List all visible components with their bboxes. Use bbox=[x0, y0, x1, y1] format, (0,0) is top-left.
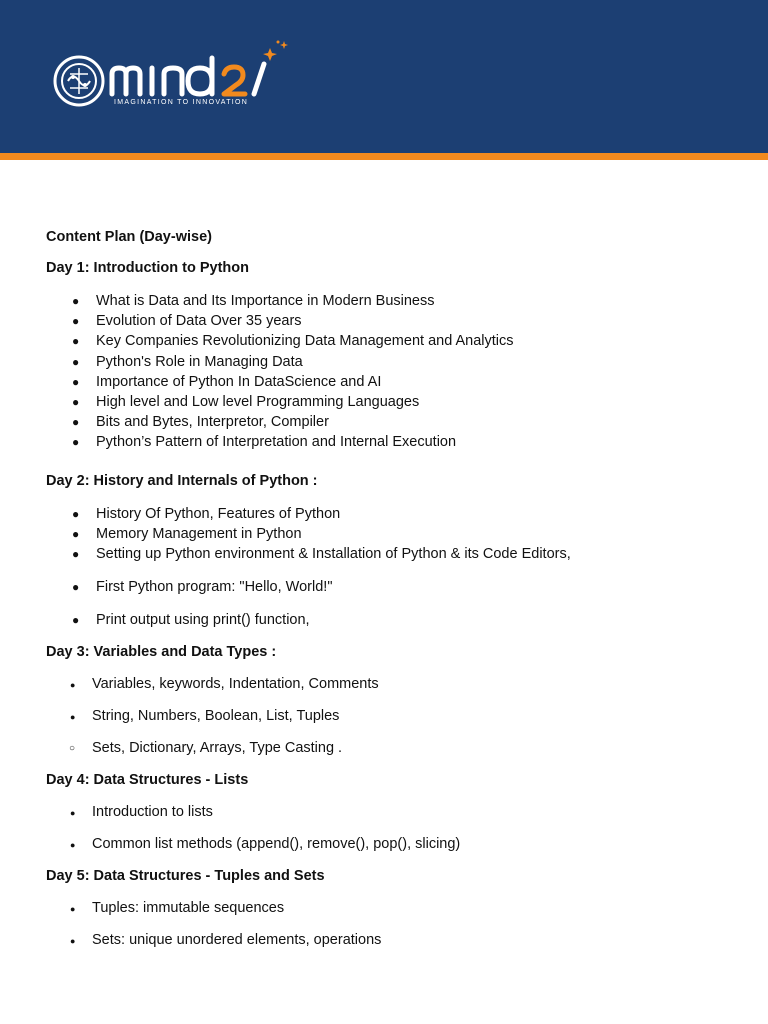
header-banner bbox=[0, 0, 768, 153]
day-3-heading: Day 3: Variables and Data Types : bbox=[46, 644, 277, 660]
bullet-dot-icon: ● bbox=[72, 375, 80, 389]
list-item: Memory Management in Python bbox=[96, 526, 302, 542]
list-item: Introduction to lists bbox=[92, 804, 213, 820]
bullet-dot-icon: ● bbox=[72, 435, 80, 449]
sparkle-icon bbox=[263, 41, 288, 62]
list-item: Python’s Pattern of Interpretation and Internal Execution bbox=[96, 434, 457, 450]
bullet-dot-icon: ● bbox=[72, 395, 80, 409]
list-item: Importance of Python In DataScience and AI bbox=[96, 374, 382, 390]
bullet-dot-icon: ● bbox=[70, 808, 76, 818]
list-item: Sets, Dictionary, Arrays, Type Casting . bbox=[92, 740, 343, 756]
bullet-dot-icon: ● bbox=[70, 680, 76, 690]
bullet-dot-icon: ● bbox=[70, 840, 76, 850]
day-1-heading: Day 1: Introduction to Python bbox=[46, 260, 249, 276]
bullet-circle-icon: ○ bbox=[69, 743, 76, 754]
wordmark-i bbox=[254, 64, 264, 94]
day-2-heading: Day 2: History and Internals of Python : bbox=[46, 473, 318, 489]
bullet-dot-icon: ● bbox=[72, 355, 80, 369]
day-5-heading: Day 5: Data Structures - Tuples and Sets bbox=[46, 868, 325, 884]
day-4-heading: Day 4: Data Structures - Lists bbox=[46, 772, 249, 788]
list-item: String, Numbers, Boolean, List, Tuples bbox=[92, 708, 340, 724]
list-item: Bits and Bytes, Interpretor, Compiler bbox=[96, 414, 329, 430]
list-item: What is Data and Its Importance in Modern Business bbox=[96, 293, 435, 309]
content-plan-title: Content Plan (Day-wise) bbox=[46, 229, 212, 245]
list-item: Print output using print() function, bbox=[96, 612, 310, 628]
wordmark-two bbox=[224, 67, 245, 94]
list-item: Evolution of Data Over 35 years bbox=[96, 313, 302, 329]
bullet-dot-icon: ● bbox=[72, 334, 80, 348]
list-item: Variables, keywords, Indentation, Comments bbox=[92, 676, 379, 692]
bullet-dot-icon: ● bbox=[72, 527, 80, 541]
bullet-dot-icon: ● bbox=[70, 904, 76, 914]
bullet-dot-icon: ● bbox=[72, 547, 80, 561]
list-item: Tuples: immutable sequences bbox=[92, 900, 285, 916]
list-item: Setting up Python environment & Installation of Python & its Code Editors, bbox=[96, 546, 571, 562]
bullet-dot-icon: ● bbox=[72, 314, 80, 328]
list-item: Python's Role in Managing Data bbox=[96, 354, 303, 370]
wordmark-mind bbox=[112, 58, 212, 94]
bullet-dot-icon: ● bbox=[72, 580, 80, 594]
bullet-dot-icon: ● bbox=[72, 294, 80, 308]
list-item: Key Companies Revolutionizing Data Management and Analytics bbox=[96, 333, 514, 349]
list-item: First Python program: "Hello, World!" bbox=[96, 579, 333, 595]
bullet-dot-icon: ● bbox=[72, 613, 80, 627]
logo-tagline: IMAGINATION TO INNOVATION bbox=[114, 99, 249, 106]
mind2i-logo bbox=[46, 38, 296, 108]
list-item: Common list methods (append(), remove(), pop(), slicing) bbox=[92, 836, 461, 852]
bullet-dot-icon: ● bbox=[70, 712, 76, 722]
header-accent-stripe bbox=[0, 153, 768, 160]
bullet-dot-icon: ● bbox=[72, 507, 80, 521]
list-item: Sets: unique unordered elements, operations bbox=[92, 932, 382, 948]
bullet-dot-icon: ● bbox=[72, 415, 80, 429]
list-item: History Of Python, Features of Python bbox=[96, 506, 341, 522]
list-item: High level and Low level Programming Languages bbox=[96, 394, 420, 410]
brain-emblem-icon bbox=[55, 57, 103, 105]
bullet-dot-icon: ● bbox=[70, 936, 76, 946]
